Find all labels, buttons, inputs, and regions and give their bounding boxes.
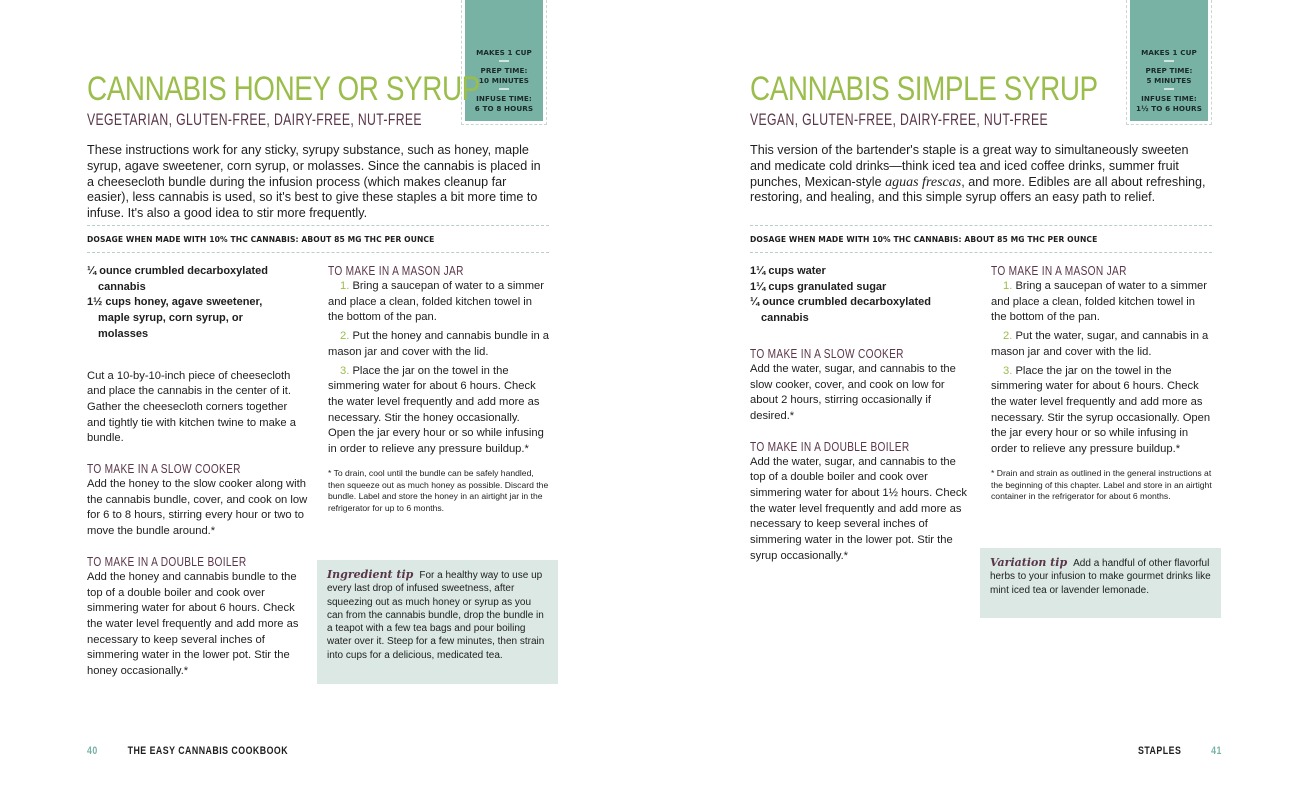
tip-text: Add a handful of other flavorful herbs to your infusion to make gourmet drinks like mint iced tea or lavender lemonade. [990, 558, 1211, 596]
yield-makes: MAKES 1 CUP [476, 47, 532, 57]
step-number: 2. [340, 330, 350, 343]
step-1: 1. Bring a saucepan of water to a simmer and place a clean, folded kitchen towel in the bottom of the pan. [991, 280, 1207, 324]
footnote: * To drain, cool until the bundle can be safely handled, then squeeze out as much honey as possible. Discard the bundle. Label and store the honey in an airtight jar in the refrigerator for up to 6 months. [328, 467, 549, 514]
page-footer [87, 745, 288, 757]
prep-time-value: 10 MINUTES [478, 75, 530, 85]
section-heading-double-boiler: TO MAKE IN A DOUBLE BOILER [87, 553, 247, 569]
infuse-time-label: INFUSE TIME: [1141, 94, 1197, 103]
right-column [328, 263, 550, 515]
right-page [648, 0, 1297, 800]
step-3: 3. Place the jar on the towel in the simmering water for about 6 hours. Check the water level frequently and add more as necessary. Stir the syrup occasionally. Open the jar every hour or so while infusing in order to relieve any pressure buildup.* [991, 364, 1211, 456]
step-3: 3. Place the jar on the towel in the simmering water for about 6 hours. Check the water level frequently and add more as necessary. Stir the honey occasionally. Open the jar every hour or so while infusing in order to relieve any pressure buildup.* [328, 364, 544, 456]
left-column [750, 264, 972, 565]
prep-instructions: Cut a 10-by-10-inch piece of cheesecloth and place the cannabis in the center of it. Gather the cheesecloth corners together and tightly tie with kitchen twine to make a bundle. [87, 369, 296, 445]
dosage-note: DOSAGE WHEN MADE WITH 10% THC CANNABIS: ABOUT 85 MG THC PER OUNCE [87, 235, 435, 244]
infuse-time-label: INFUSE TIME: [476, 94, 532, 103]
step-number: 2. [1003, 330, 1013, 343]
step-number: 1. [1003, 280, 1013, 292]
recipe-subtitle: VEGAN, GLUTEN-FREE, DAIRY-FREE, NUT-FREE [750, 110, 1049, 129]
ingredient-item: 1½ cups honey, agave sweetener, maple syrup, corn syrup, or molasses [87, 296, 263, 340]
divider [499, 60, 509, 62]
recipe-subtitle: VEGETARIAN, GLUTEN-FREE, DAIRY-FREE, NUT-FREE [87, 110, 422, 129]
ingredient-item: ¼ ounce crumbled decarboxylated cannabis [87, 265, 268, 293]
divider [750, 252, 1212, 253]
prep-time-label: PREP TIME: [1145, 66, 1193, 75]
ingredient-tip-box [317, 560, 558, 684]
divider [87, 225, 549, 226]
page-number: 41 [1211, 745, 1222, 757]
section-heading-double-boiler: TO MAKE IN A DOUBLE BOILER [750, 438, 910, 454]
emphasis: aguas frescas [885, 174, 962, 190]
step-number: 1. [340, 280, 350, 292]
yield-box [1126, 0, 1212, 125]
tip-label: Ingredient tip [327, 568, 414, 581]
ingredient-item: ¼ ounce crumbled decarboxylated cannabis [750, 296, 931, 325]
book-title: THE EASY CANNABIS COOKBOOK [127, 745, 289, 757]
divider [750, 225, 1212, 226]
page-footer [1138, 745, 1222, 757]
step-2: 2. Put the honey and cannabis bundle in a mason jar and cover with the lid. [328, 330, 550, 358]
slow-cooker-instructions: Add the water, sugar, and cannabis to the slow cooker, cover, and cook on low for about 2 hours, stirring occasionally if desired.* [750, 362, 956, 422]
step-number: 3. [1003, 364, 1013, 377]
page-number: 40 [87, 745, 98, 757]
section-name: STAPLES [1138, 745, 1182, 757]
divider [1164, 88, 1174, 90]
infuse-time-value: 1½ TO 6 HOURS [1136, 103, 1202, 113]
left-column [87, 264, 309, 680]
recipe-intro: These instructions work for any sticky, syrupy substance, such as honey, maple syrup, agave sweetener, corn syrup, or molasses. Since the cannabis is placed in a cheesecloth bundle during the infusion process (which makes cleanup far easier), less cannabis is used, so it's best to give these staples a bit more time to infuse. It's also a good idea to stir more frequently. [87, 143, 541, 221]
prep-time-label: PREP TIME: [480, 66, 528, 75]
left-page [0, 0, 648, 800]
slow-cooker-instructions: Add the honey to the slow cooker along with the cannabis bundle, cover, and cook on low for 6 to 8 hours, stirring every hour or two to move the bundle around.* [87, 478, 308, 538]
tip-text: For a healthy way to use up every last drop of infused sweetness, after squeezing out as much honey or syrup as you can from the cannabis bundle, drop the bundle in a teapot with a few tea bags and pour boiling water over it. Steep for a few minutes, then strain into cups for a delicious, medicated tea. [327, 570, 545, 661]
ingredient-item: 1¼ cups granulated sugar [750, 280, 887, 293]
double-boiler-instructions: Add the water, sugar, and cannabis to the top of a double boiler and cook over simmering water for about 1½ hours. Check the water level frequently and add more as necessary to keep several inches of simmering water in the lower pot. Stir the syrup occasionally.* [750, 455, 968, 562]
footnote: * Drain and strain as outlined in the general instructions at the beginning of this chapter. Label and store in an airtight container in the refrigerator for about 6 months. [991, 467, 1212, 502]
tip-label: Variation tip [990, 556, 1068, 569]
step-number: 3. [340, 364, 350, 377]
right-column [991, 263, 1213, 503]
yield-makes: MAKES 1 CUP [1141, 47, 1197, 57]
section-heading-slow-cooker: TO MAKE IN A SLOW COOKER [87, 461, 241, 477]
prep-time-value: 5 MINUTES [1146, 75, 1192, 85]
infuse-time-value: 6 TO 8 HOURS [474, 103, 534, 113]
recipe-title: CANNABIS SIMPLE SYRUP [750, 70, 1098, 108]
dosage-note: DOSAGE WHEN MADE WITH 10% THC CANNABIS: ABOUT 85 MG THC PER OUNCE [750, 235, 1098, 244]
ingredient-item: 1¼ cups water [750, 265, 826, 277]
variation-tip-box [980, 548, 1221, 618]
section-heading-mason-jar: TO MAKE IN A MASON JAR [991, 263, 1127, 278]
divider [499, 88, 509, 90]
divider [1164, 60, 1174, 62]
ingredient-list [750, 264, 972, 327]
recipe-title: CANNABIS HONEY OR SYRUP [87, 70, 480, 108]
double-boiler-instructions: Add the honey and cannabis bundle to the top of a double boiler and cook over simmering water for about 6 hours. Check the water level frequently and add more as necessary to keep several inches of simmering water in the lower pot. Stir the honey occasionally.* [87, 570, 299, 678]
divider [87, 252, 549, 253]
section-heading-mason-jar: TO MAKE IN A MASON JAR [328, 263, 464, 278]
ingredient-list [87, 264, 309, 343]
step-2: 2. Put the water, sugar, and cannabis in a mason jar and cover with the lid. [991, 330, 1209, 358]
step-1: 1. Bring a saucepan of water to a simmer and place a clean, folded kitchen towel in the bottom of the pan. [328, 280, 544, 324]
recipe-intro: This version of the bartender's staple is a great way to simultaneously sweeten and medicate cold drinks—think iced tea and iced coffee drinks, summer fruit punches, Mexican-style aguas frescas, and more. Edibles are all about refreshing, restoring, and healing, and this simple syrup offers an easy path to relief. [750, 143, 1206, 205]
section-heading-slow-cooker: TO MAKE IN A SLOW COOKER [750, 345, 904, 361]
